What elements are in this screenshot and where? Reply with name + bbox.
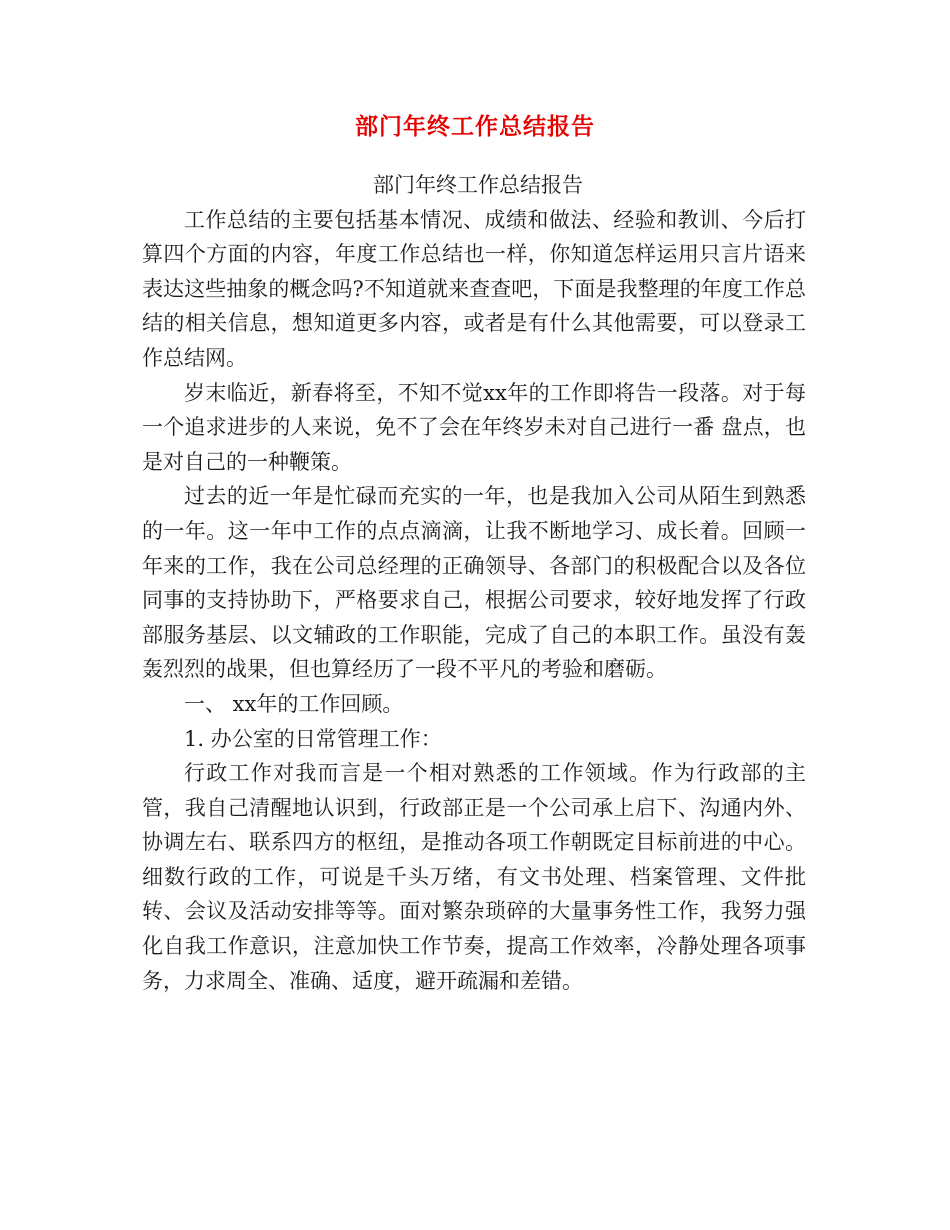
section-heading-review: 一、 xx年的工作回顾。	[184, 691, 404, 716]
document-subtitle: 部门年终工作总结报告	[373, 173, 583, 197]
document-title: 部门年终工作总结报告	[355, 113, 595, 140]
paragraph-intro: 工作总结的主要包括基本情况、成绩和做法、经验和教训、今后打算四个方面的内容，年度工作总结也一样，你知道怎样运用只言片语来表达这些抽象的概念吗?不知道就来查查吧，下面是我整理的年度工作总结的相关信息，想知道更多内容，或者是有什么其他需要，可以登录工作总结网。	[142, 207, 806, 370]
subsection-heading-office: 1. 办公室的日常管理工作：	[184, 726, 442, 751]
paragraph-past-year: 过去的近一年是忙碌而充实的一年，也是我加入公司从陌生到熟悉的一年。这一年中工作的点点滴滴，让我不断地学习、成长着。回顾一年来的工作，我在公司总经理的正确领导、各部门的积极配合以及各位同事的支持协助下，严格要求自己，根据公司要求，较好地发挥了行政部服务基层、以文辅政的工作职能，完成了自己的本职工作。虽没有轰轰烈烈的战果，但也算经历了一段不平凡的考验和磨砺。	[142, 484, 806, 682]
document-body	[142, 168, 806, 998]
paragraph-admin-work: 行政工作对我而言是一个相对熟悉的工作领域。作为行政部的主管，我自己清醒地认识到，行政部正是一个公司承上启下、沟通内外、协调左右、联系四方的枢纽，是推动各项工作朝既定目标前进的中心。细数行政的工作，可说是千头万绪，有文书处理、档案管理、文件批转、会议及活动安排等等。面对繁杂琐碎的大量事务性工作，我努力强化自我工作意识，注意加快工作节奏，提高工作效率，冷静处理各项事务，力求周全、准确、适度，避开疏漏和差错。	[142, 761, 806, 993]
paragraph-year-end: 岁末临近，新春将至，不知不觉xx年的工作即将告一段落。对于每一个追求进步的人来说，免不了会在年终岁未对自己进行一番 盘点，也是对自己的一种鞭策。	[142, 380, 806, 474]
